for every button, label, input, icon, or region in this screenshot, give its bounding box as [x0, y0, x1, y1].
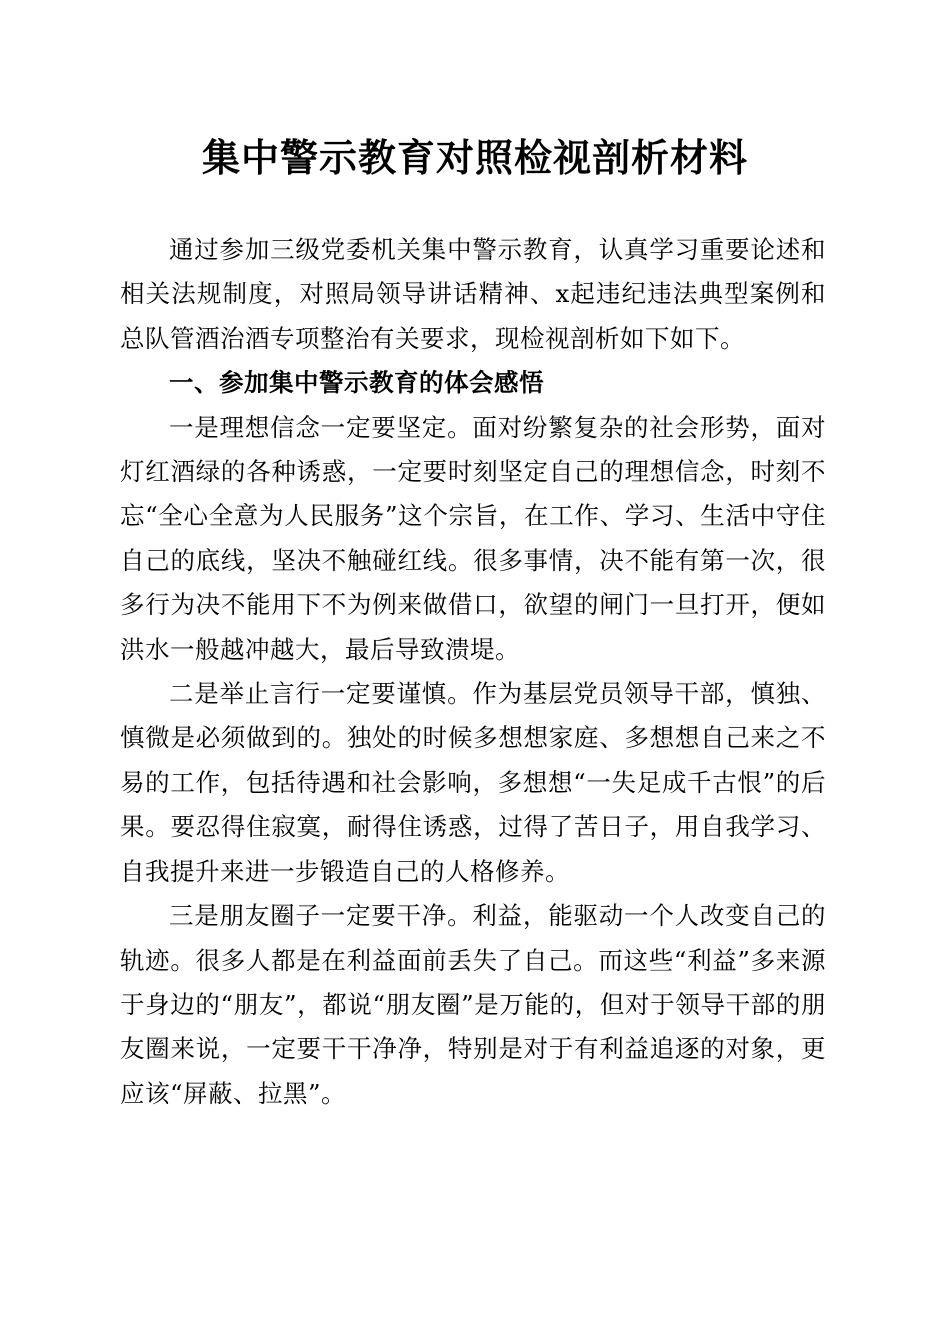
intro-paragraph: 通过参加三级党委机关集中警示教育，认真学习重要论述和相关法规制度，对照局领导讲话精神、x起违纪违法典型案例和总队管酒治酒专项整治有关要求，现检视剖析如下如下。	[120, 235, 826, 353]
document-body	[120, 228, 826, 1116]
section-heading: 一、参加集中警示教育的体会感悟	[169, 368, 544, 398]
point-text-3: 利益，能驱动一个人改变自己的轨迹。很多人都是在利益面前丢失了自己。而这些“利益”多来源于身边的“朋友”，都说“朋友圈”是万能的，但对于领导干部的朋友圈来说，一定要干干净净，特别是对于有利益追逐的对象，更应该“屏蔽、拉黑”。	[120, 901, 826, 1108]
point-lead-2: 二是举止言行一定要谨慎。	[169, 679, 473, 709]
point-text-1: 面对纷繁复杂的社会形势，面对灯红酒绿的各种诱惑，一定要时刻坚定自己的理想信念，时刻不忘“全心全意为人民服务”这个宗旨，在工作、学习、生活中守住自己的底线，坚决不触碰红线。很多事情，决不能有第一次，很多行为决不能用下不为例来做借口，欲望的闸门一旦打开，便如洪水一般越冲越大，最后导致溃堤。	[120, 412, 826, 664]
point-text-2: 作为基层党员领导干部，慎独、慎微是必须做到的。独处的时候多想想家庭、多想想自己来之不易的工作，包括待遇和社会影响，多想想“一失足成千古恨”的后果。要忍得住寂寞，耐得住诱惑，过得了苦日子，用自我学习、自我提升来进一步锻造自己的人格修养。	[120, 679, 826, 886]
point-paragraph-2	[120, 672, 826, 894]
document-title: 集中警示教育对照检视剖析材料	[201, 135, 748, 180]
point-paragraph-1	[120, 406, 826, 672]
point-lead-3: 三是朋友圈子一定要干净。	[169, 901, 473, 931]
point-lead-1: 一是理想信念一定要坚定。	[169, 412, 473, 442]
point-paragraph-3	[120, 894, 826, 1116]
